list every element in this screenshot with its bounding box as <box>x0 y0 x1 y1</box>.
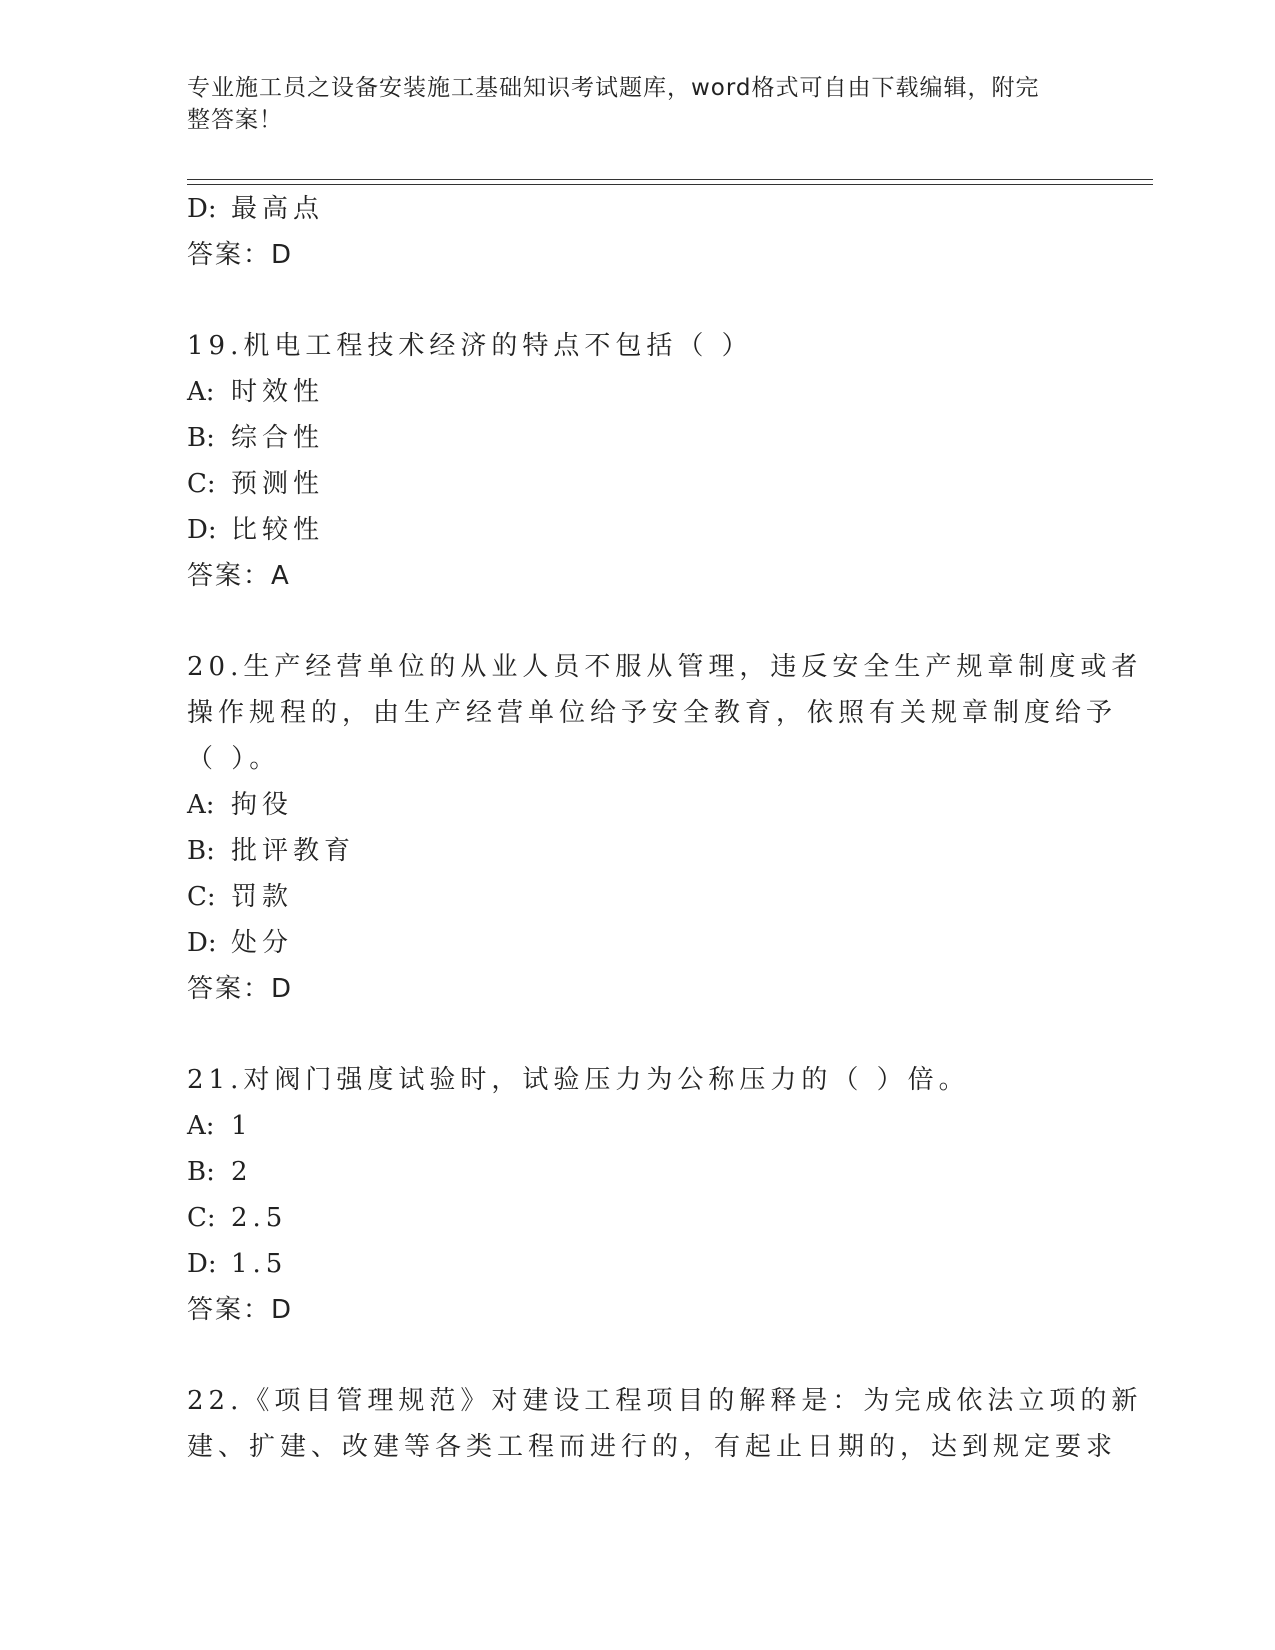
option-text: 1 <box>231 1111 253 1141</box>
option-text: 2 <box>231 1157 253 1187</box>
option-row <box>187 415 1087 461</box>
option-key: B: <box>187 423 215 453</box>
question-stem: 操作规程的，由生产经营单位给予安全教育，依照有关规章制度给予 <box>187 698 1118 728</box>
question-list <box>187 186 1143 1470</box>
option-row <box>187 1149 1087 1195</box>
option-row <box>187 461 1087 507</box>
option-row <box>187 369 1087 415</box>
option-row <box>187 507 1087 553</box>
option-text: 批评教育 <box>231 836 356 866</box>
option-key: C: <box>187 882 216 912</box>
option-text: 拘役 <box>231 790 294 820</box>
option-row <box>187 828 1087 874</box>
option-text: 1.5 <box>231 1249 288 1279</box>
option-text: 综合性 <box>231 423 325 453</box>
answer-line: 答案：D <box>187 974 294 1004</box>
answer-line: 答案：D <box>187 240 294 270</box>
option-row <box>187 874 1087 920</box>
question-stem: 建、扩建、改建等各类工程而进行的，有起止日期的，达到规定要求 <box>187 1432 1118 1462</box>
option-text: 2.5 <box>231 1203 288 1233</box>
header-divider-bottom <box>187 184 1153 185</box>
option-text: 最高点 <box>231 194 325 224</box>
question-stem: 22.《项目管理规范》对建设工程项目的解释是：为完成依法立项的新 <box>187 1386 1143 1416</box>
header-title-line-1: 专业施工员之设备安装施工基础知识考试题库，word格式可自由下载编辑，附完 <box>187 75 1040 101</box>
option-key: D: <box>187 515 217 545</box>
option-key: C: <box>187 469 216 499</box>
question-stem: 20.生产经营单位的从业人员不服从管理，违反安全生产规章制度或者 <box>187 652 1143 682</box>
option-row <box>187 186 1087 232</box>
header-divider-top <box>187 179 1153 180</box>
option-key: B: <box>187 836 215 866</box>
option-row <box>187 1241 1087 1287</box>
option-text: 处分 <box>231 928 294 958</box>
option-row <box>187 1103 1087 1149</box>
document-header <box>187 72 1067 136</box>
question-stem: 21.对阀门强度试验时，试验压力为公称压力的（ ）倍。 <box>187 1065 970 1095</box>
option-key: C: <box>187 1203 216 1233</box>
answer-line: 答案：D <box>187 1295 294 1325</box>
option-key: A: <box>187 790 215 820</box>
question-block <box>187 1378 1143 1470</box>
option-key: B: <box>187 1157 215 1187</box>
option-key: D: <box>187 1249 217 1279</box>
header-title-line-2: 整答案！ <box>187 107 283 133</box>
option-text: 比较性 <box>231 515 325 545</box>
option-text: 时效性 <box>231 377 325 407</box>
option-row <box>187 920 1087 966</box>
question-block <box>187 323 1087 599</box>
option-text: 预测性 <box>231 469 325 499</box>
option-key: A: <box>187 1111 215 1141</box>
question-stem: （ ）。 <box>187 744 281 774</box>
option-key: A: <box>187 377 215 407</box>
option-row <box>187 782 1087 828</box>
question-stem: 19.机电工程技术经济的特点不包括（ ） <box>187 331 753 361</box>
option-key: D: <box>187 928 217 958</box>
question-block <box>187 1057 1087 1333</box>
option-row <box>187 1195 1087 1241</box>
option-key: D: <box>187 194 217 224</box>
question-block <box>187 644 1143 1012</box>
option-text: 罚款 <box>231 882 294 912</box>
answer-line: 答案：A <box>187 561 291 591</box>
